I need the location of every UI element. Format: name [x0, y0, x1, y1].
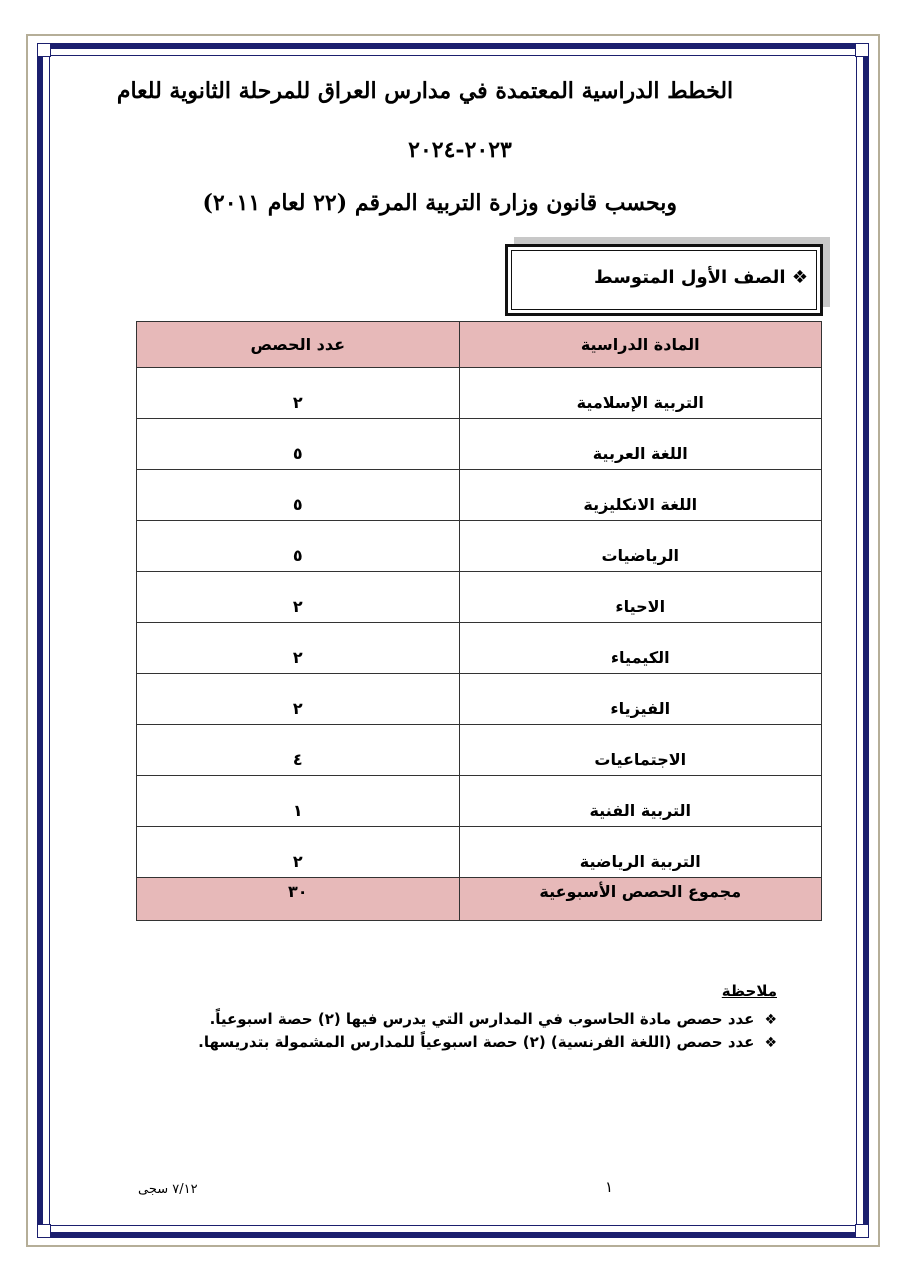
corner-ornament — [37, 43, 51, 57]
table-row — [137, 419, 822, 470]
subject-name: الفيزياء — [459, 674, 822, 725]
period-count: ٢ — [137, 674, 460, 725]
period-count: ٢ — [137, 827, 460, 878]
subject-name: الكيمياء — [459, 623, 822, 674]
period-count: ٥ — [137, 419, 460, 470]
note-text: عدد حصص مادة الحاسوب في المدارس التي يدرس فيها (٢) حصة اسبوعياً. — [209, 1010, 755, 1028]
subject-name: التربية الفنية — [459, 776, 822, 827]
grade-heading — [594, 267, 808, 288]
diamond-bullet-icon: ❖ — [791, 267, 808, 288]
period-count: ٥ — [137, 521, 460, 572]
diamond-bullet-icon: ❖ — [764, 1012, 777, 1028]
grade-label: الصف الأول المتوسط — [593, 267, 786, 288]
academic-year: ٢٠٢٣-٢٠٢٤ — [408, 137, 512, 163]
table-row — [137, 572, 822, 623]
notes-section — [150, 982, 777, 1054]
table-row — [137, 674, 822, 725]
table-row — [137, 725, 822, 776]
table-row — [137, 470, 822, 521]
grade-heading-box — [505, 244, 823, 316]
note-text: عدد حصص (اللغة الفرنسية) (٢) حصة اسبوعياً للمدارس المشمولة بتدريسها. — [198, 1033, 755, 1051]
subject-name: اللغة العربية — [459, 419, 822, 470]
notes-title: ملاحظة — [721, 982, 777, 1000]
subject-name: الاجتماعيات — [459, 725, 822, 776]
table-row — [137, 623, 822, 674]
document-title: الخطط الدراسية المعتمدة في مدارس العراق للمرحلة الثانوية للعام — [116, 78, 734, 104]
note-item — [150, 1031, 777, 1054]
subject-name: التربية الرياضية — [459, 827, 822, 878]
subject-name: التربية الإسلامية — [459, 368, 822, 419]
period-count: ٥ — [137, 470, 460, 521]
subject-name: اللغة الانكليزية — [459, 470, 822, 521]
table-header-row — [137, 322, 822, 368]
corner-ornament — [855, 43, 869, 57]
period-count: ٤ — [137, 725, 460, 776]
page-number: ١ — [605, 1178, 614, 1196]
table-row — [137, 827, 822, 878]
period-count: ٢ — [137, 572, 460, 623]
corner-ornament — [855, 1224, 869, 1238]
study-plan-table — [136, 321, 822, 921]
total-row — [137, 878, 822, 921]
note-item — [150, 1008, 777, 1031]
diamond-bullet-icon: ❖ — [764, 1035, 777, 1051]
period-count: ١ — [137, 776, 460, 827]
corner-ornament — [37, 1224, 51, 1238]
total-label: مجموع الحصص الأسبوعية — [459, 878, 822, 921]
header-subject: المادة الدراسية — [459, 322, 822, 368]
subject-name: الرياضيات — [459, 521, 822, 572]
law-reference: وبحسب قانون وزارة التربية المرقم (٢٢ لعام ٢٠١١) — [202, 190, 677, 216]
subject-name: الاحياء — [459, 572, 822, 623]
period-count: ٢ — [137, 623, 460, 674]
total-value: ٣٠ — [137, 878, 460, 921]
table-row — [137, 776, 822, 827]
footer-code: ٧/١٢ سجى — [138, 1182, 198, 1197]
header-count: عدد الحصص — [137, 322, 460, 368]
period-count: ٢ — [137, 368, 460, 419]
table-row — [137, 521, 822, 572]
table-row — [137, 368, 822, 419]
